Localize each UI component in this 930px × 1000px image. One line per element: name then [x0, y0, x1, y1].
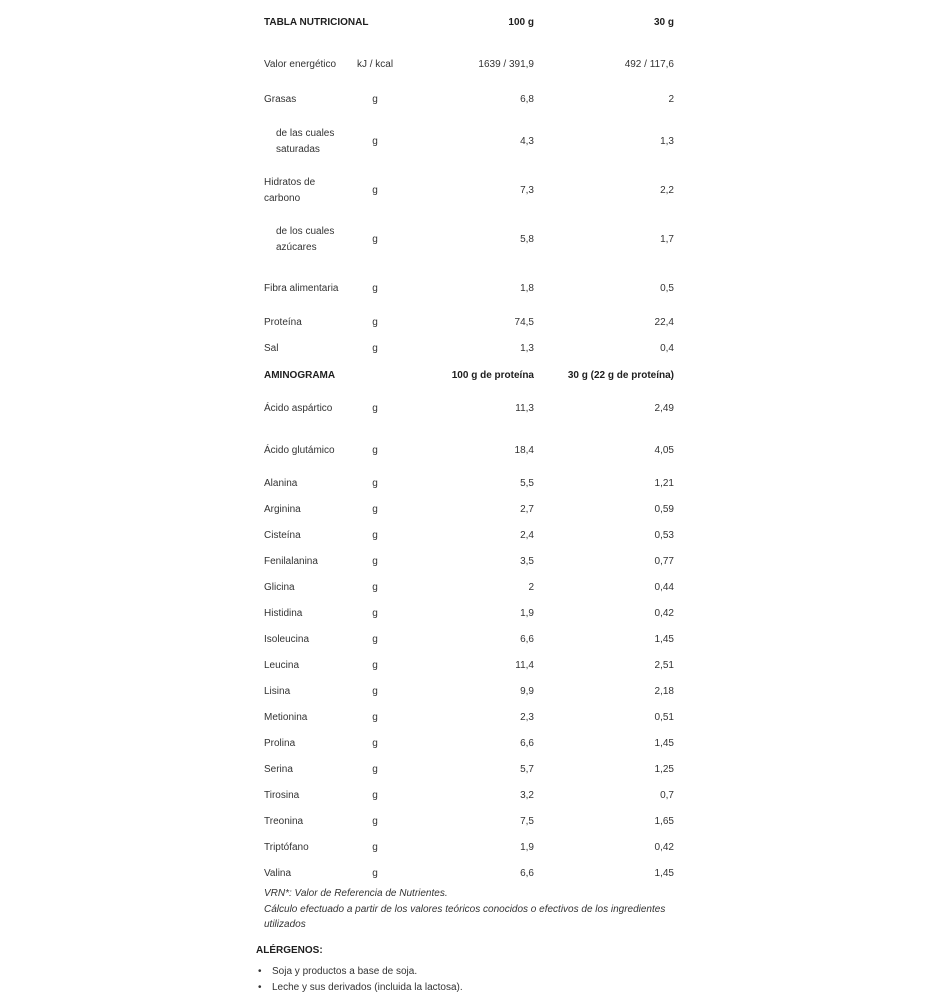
amino-name: Valina — [264, 868, 292, 880]
nutrition-row — [258, 335, 682, 363]
amino-value-30g: 1,45 — [654, 868, 674, 880]
footnotes — [264, 886, 684, 933]
aminogram-row — [258, 861, 682, 887]
aminogram-row — [258, 575, 682, 601]
nutrient-name: Hidratos de carbono — [264, 177, 316, 204]
nutrient-value-30g: 1,3 — [660, 135, 674, 147]
amino-value-100g: 6,6 — [520, 868, 534, 880]
amino-name: Leucina — [264, 660, 300, 672]
amino-unit: g — [372, 712, 378, 724]
nutrient-name: de las cuales saturadas — [276, 128, 335, 155]
nutrient-value-30g: 22,4 — [654, 317, 674, 329]
amino-unit: g — [372, 764, 378, 776]
nutrient-name: Proteína — [264, 317, 302, 329]
aminogram-row — [258, 783, 682, 809]
aminogram-row — [258, 601, 682, 627]
aminogram-row — [258, 705, 682, 731]
aminogram-row — [258, 497, 682, 523]
bullet-icon: • — [258, 966, 262, 977]
amino-name: Prolina — [264, 738, 296, 750]
nutrient-value-30g: 2 — [668, 94, 674, 106]
nutrient-value-100g: 1,8 — [520, 282, 534, 294]
amino-name: Cisteína — [264, 530, 301, 542]
nutrition-row — [258, 213, 682, 266]
nutrient-value-100g: 6,8 — [520, 94, 534, 106]
nutrient-value-100g: 1,3 — [520, 343, 534, 355]
amino-value-30g: 2,49 — [654, 403, 674, 415]
nutrient-name: Valor energético — [264, 58, 337, 70]
amino-name: Lisina — [264, 686, 291, 698]
amino-value-30g: 0,42 — [654, 842, 674, 854]
nutrient-value-30g: 0,5 — [660, 282, 674, 294]
amino-name: Arginina — [264, 504, 301, 516]
nutrition-table — [258, 2, 682, 887]
amino-value-100g: 2,3 — [520, 712, 534, 724]
aminogram-row — [258, 388, 682, 430]
amino-value-100g: 3,5 — [520, 556, 534, 568]
amino-name: Histidina — [264, 608, 303, 620]
nutrition-header-row — [258, 2, 682, 44]
col-header-30g-protein: 30 g (22 g de proteína) — [567, 369, 674, 381]
amino-unit: g — [372, 790, 378, 802]
nutrition-row — [258, 115, 682, 168]
nutrient-unit: g — [372, 184, 378, 196]
aminogram-header-row — [258, 363, 682, 388]
amino-name: Metionina — [264, 712, 308, 724]
amino-value-100g: 1,9 — [520, 608, 534, 620]
amino-unit: g — [372, 686, 378, 698]
aminogram-title: AMINOGRAMA — [264, 369, 336, 381]
allergens-list — [256, 964, 463, 996]
amino-unit: g — [372, 842, 378, 854]
amino-value-100g: 3,2 — [520, 790, 534, 802]
allergen-item — [256, 980, 463, 996]
nutrient-unit: g — [372, 282, 378, 294]
aminogram-row — [258, 809, 682, 835]
amino-name: Serina — [264, 764, 293, 776]
amino-unit: g — [372, 660, 378, 672]
amino-value-30g: 1,25 — [654, 764, 674, 776]
amino-value-30g: 0,44 — [654, 582, 674, 594]
amino-name: Alanina — [264, 478, 298, 490]
aminogram-row — [258, 430, 682, 471]
col-header-30g: 30 g — [653, 17, 674, 29]
amino-value-30g: 0,51 — [654, 712, 674, 724]
nutrient-unit: g — [372, 317, 378, 329]
nutrient-name: Sal — [264, 343, 279, 355]
nutrition-row — [258, 311, 682, 335]
amino-value-100g: 7,5 — [520, 816, 534, 828]
col-header-100g-protein: 100 g de proteína — [451, 369, 534, 381]
amino-value-100g: 9,9 — [520, 686, 534, 698]
amino-value-30g: 4,05 — [654, 444, 674, 456]
amino-name: Treonina — [264, 816, 304, 828]
aminogram-row — [258, 627, 682, 653]
nutrient-value-100g: 74,5 — [514, 317, 534, 329]
amino-unit: g — [372, 403, 378, 415]
amino-value-100g: 11,4 — [515, 660, 534, 672]
nutrient-value-30g: 2,2 — [660, 184, 674, 196]
aminogram-row — [258, 835, 682, 861]
amino-value-100g: 1,9 — [520, 842, 534, 854]
amino-name: Fenilalanina — [264, 556, 318, 568]
aminogram-row — [258, 757, 682, 783]
amino-unit: g — [372, 608, 378, 620]
nutrient-value-100g: 1639 / 391,9 — [478, 58, 534, 70]
aminogram-row — [258, 731, 682, 757]
nutrient-value-30g: 1,7 — [660, 233, 674, 245]
amino-value-30g: 1,45 — [654, 634, 674, 646]
nutrient-unit: g — [372, 135, 378, 147]
amino-name: Isoleucina — [264, 634, 310, 646]
amino-value-30g: 1,21 — [654, 478, 674, 490]
amino-value-100g: 6,6 — [520, 634, 534, 646]
amino-value-30g: 2,51 — [654, 660, 674, 672]
amino-name: Glicina — [264, 582, 295, 594]
nutrition-title: TABLA NUTRICIONAL — [264, 17, 369, 29]
col-header-100g: 100 g — [508, 17, 534, 29]
nutrient-name: Grasas — [264, 94, 297, 106]
amino-value-100g: 6,6 — [520, 738, 534, 750]
nutrient-unit: kJ / kcal — [356, 58, 394, 70]
aminogram-row — [258, 653, 682, 679]
amino-value-100g: 2 — [528, 582, 534, 594]
amino-value-100g: 5,5 — [520, 478, 534, 490]
amino-value-100g: 18,4 — [514, 444, 534, 456]
allergen-text: Soja y productos a base de soja. — [272, 966, 418, 977]
amino-unit: g — [372, 868, 378, 880]
nutrient-value-100g: 7,3 — [520, 184, 534, 196]
nutrient-name: de los cuales azúcares — [276, 226, 335, 253]
nutrition-row — [258, 85, 682, 115]
amino-value-100g: 2,7 — [520, 504, 534, 516]
amino-value-30g: 0,59 — [654, 504, 674, 516]
vrn-note: VRN*: Valor de Referencia de Nutrientes. — [264, 888, 448, 899]
amino-unit: g — [372, 530, 378, 542]
amino-unit: g — [372, 582, 378, 594]
nutrient-value-30g: 0,4 — [660, 343, 674, 355]
amino-value-30g: 0,53 — [654, 530, 674, 542]
amino-name: Ácido glutámico — [264, 444, 335, 456]
nutrient-value-30g: 492 / 117,6 — [624, 58, 674, 70]
nutrition-row — [258, 266, 682, 311]
amino-name: Tirosina — [264, 790, 300, 802]
nutrient-unit: g — [372, 233, 378, 245]
nutrient-value-100g: 4,3 — [520, 135, 534, 147]
allergen-text: Leche y sus derivados (incluida la lactosa). — [272, 982, 463, 993]
allergens-title: ALÉRGENOS: — [256, 945, 323, 956]
nutrition-row — [258, 44, 682, 85]
amino-unit: g — [372, 478, 378, 490]
amino-value-100g: 11,3 — [515, 403, 534, 415]
amino-unit: g — [372, 634, 378, 646]
amino-name: Triptófano — [264, 842, 309, 854]
amino-unit: g — [372, 504, 378, 516]
amino-unit: g — [372, 738, 378, 750]
aminogram-row — [258, 523, 682, 549]
nutrient-unit: g — [372, 343, 378, 355]
amino-value-30g: 0,7 — [660, 790, 674, 802]
amino-unit: g — [372, 816, 378, 828]
bullet-icon: • — [258, 982, 262, 993]
amino-unit: g — [372, 444, 378, 456]
calculation-note: Cálculo efectuado a partir de los valores teóricos conocidos o efectivos de los ingredientes utilizados — [264, 903, 666, 930]
amino-value-30g: 0,42 — [654, 608, 674, 620]
amino-value-30g: 0,77 — [654, 556, 674, 568]
aminogram-row — [258, 679, 682, 705]
amino-value-100g: 2,4 — [520, 530, 534, 542]
aminogram-row — [258, 471, 682, 497]
amino-unit: g — [372, 556, 378, 568]
nutrient-value-100g: 5,8 — [520, 233, 534, 245]
amino-value-30g: 1,65 — [654, 816, 674, 828]
allergen-item — [256, 964, 463, 980]
nutrient-unit: g — [372, 94, 378, 106]
nutrition-row — [258, 168, 682, 213]
amino-value-100g: 5,7 — [520, 764, 534, 776]
amino-value-30g: 2,18 — [654, 686, 674, 698]
amino-name: Ácido aspártico — [264, 403, 333, 415]
aminogram-row — [258, 549, 682, 575]
amino-value-30g: 1,45 — [654, 738, 674, 750]
nutrient-name: Fibra alimentaria — [264, 282, 339, 294]
